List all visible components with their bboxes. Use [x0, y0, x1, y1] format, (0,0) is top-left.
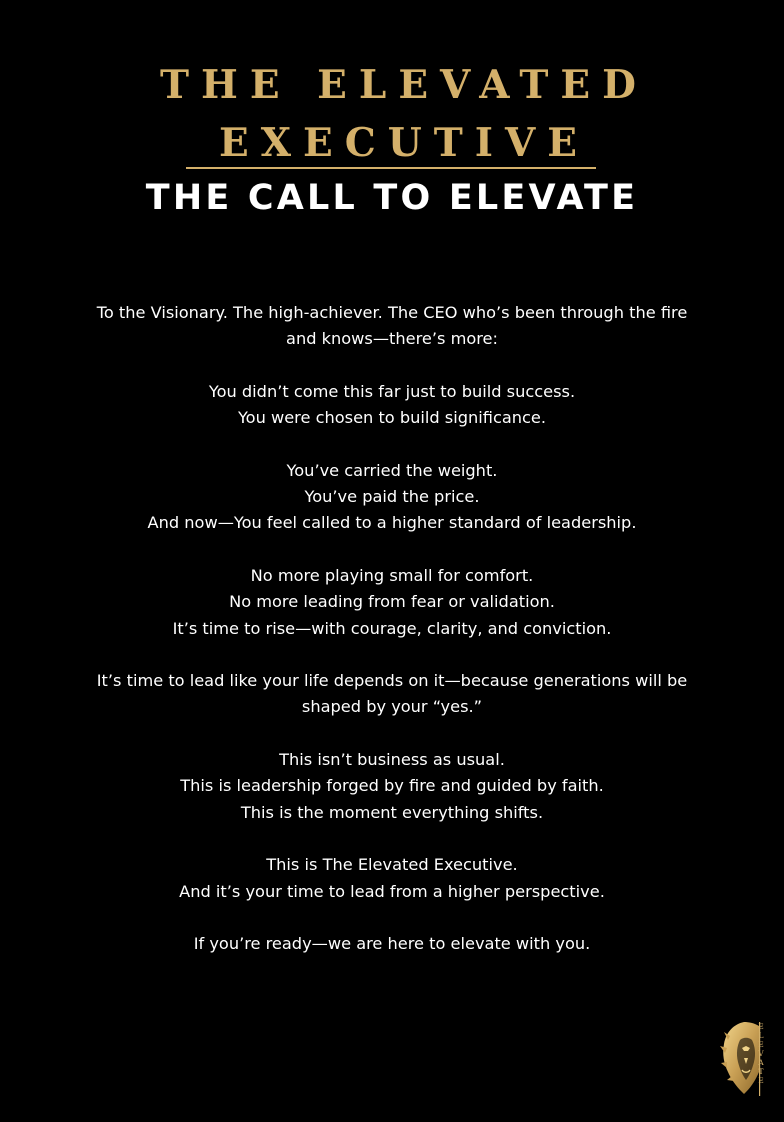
text-line: You didn’t come this far just to build success. [208, 381, 576, 401]
paragraph [60, 668, 724, 721]
logo-letter: L [758, 1031, 764, 1040]
paragraph [60, 747, 724, 826]
text-line: This is The Elevated Executive. [266, 855, 518, 875]
paragraph [60, 379, 724, 432]
text-line: And now—You feel called to a higher standard of leadership. [147, 513, 637, 533]
logo-letter: A [758, 1058, 764, 1067]
logo-wordmark [755, 1022, 767, 1085]
text-line: To the Visionary. The high-achiever. The CEO who’s been through the fire [96, 303, 688, 322]
text-line: No more leading from fear or validation. [229, 592, 555, 612]
text-line: It’s time to lead like your life depends on it—because generations will be [96, 671, 688, 691]
title-divider [186, 167, 596, 169]
logo-letter: V [758, 1049, 764, 1058]
text-line: You’ve paid the price. [304, 487, 480, 507]
logo-letter: E [758, 1022, 764, 1031]
brand-title-line-2: EXECUTIVE [218, 120, 589, 166]
text-line: You’ve carried the weight. [286, 460, 498, 480]
brand-title-line-1: THE ELEVATED [160, 62, 648, 108]
paragraph [60, 852, 724, 905]
text-line: If you’re ready—we are here to elevate with you. [193, 934, 591, 954]
page-subtitle: THE CALL TO ELEVATE [145, 178, 639, 218]
logo-letter: E [758, 1040, 764, 1049]
paragraph [60, 300, 724, 353]
text-line: This is the moment everything shifts. [240, 802, 544, 822]
text-line: It’s time to rise—with courage, clarity, and conviction. [172, 618, 612, 638]
text-line: shaped by your “yes.” [301, 697, 483, 717]
text-line: This isn’t business as usual. [279, 750, 505, 770]
text-line: This is leadership forged by fire and guided by faith. [180, 776, 604, 796]
letter-body [60, 300, 724, 957]
logo-letter: T [758, 1067, 764, 1076]
text-line: And it’s your time to lead from a higher perspective. [179, 881, 605, 901]
paragraph [60, 458, 724, 537]
text-line: You were chosen to build significance. [237, 408, 547, 428]
logo-letter: E [758, 1076, 764, 1085]
paragraph [60, 931, 724, 957]
paragraph [60, 563, 724, 642]
text-line: and knows—there’s more: [286, 329, 498, 349]
text-line: No more playing small for comfort. [250, 565, 534, 585]
